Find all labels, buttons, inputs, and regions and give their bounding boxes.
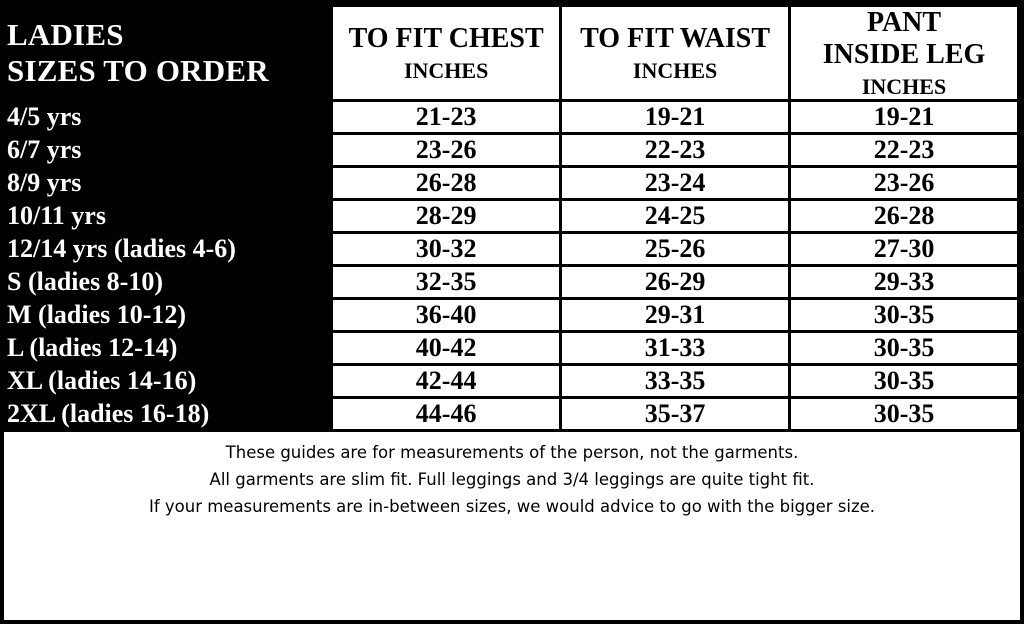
table-row: [6, 134, 1019, 167]
row-value-chest: 40-42: [332, 332, 561, 365]
row-value-inseam: 22-23: [790, 134, 1019, 167]
row-value-inseam: 30-35: [790, 299, 1019, 332]
row-label: XL (ladies 14-16): [6, 365, 332, 398]
row-label: 12/14 yrs (ladies 4-6): [6, 233, 332, 266]
row-value-chest: 21-23: [332, 101, 561, 134]
row-label: 2XL (ladies 16-18): [6, 398, 332, 431]
row-value-chest: 30-32: [332, 233, 561, 266]
table-row: [6, 332, 1019, 365]
row-value-waist: 19-21: [561, 101, 790, 134]
header-cell-chest: [332, 6, 561, 101]
table-row: [6, 365, 1019, 398]
header-inside-leg-title-1: PANT: [866, 7, 942, 38]
row-value-inseam: 27-30: [790, 233, 1019, 266]
row-value-waist: 29-31: [561, 299, 790, 332]
row-value-inseam: 26-28: [790, 200, 1019, 233]
row-value-chest: 26-28: [332, 167, 561, 200]
note-line-3: If your measurements are in-between sizes, we would advice to go with the bigger size.: [148, 496, 876, 516]
table-row: [6, 101, 1019, 134]
row-value-waist: 26-29: [561, 266, 790, 299]
row-label: 4/5 yrs: [6, 101, 332, 134]
header-chest-title: TO FIT CHEST: [348, 23, 544, 55]
header-cell-sizes: [6, 6, 332, 101]
row-label: 10/11 yrs: [6, 200, 332, 233]
header-inside-leg-title-2: INSIDE LEG: [822, 39, 986, 71]
table-row: [6, 299, 1019, 332]
table-row: [6, 398, 1019, 431]
row-value-waist: 33-35: [561, 365, 790, 398]
row-label: S (ladies 8-10): [6, 266, 332, 299]
row-value-inseam: 30-35: [790, 398, 1019, 431]
header-cell-waist: [561, 6, 790, 101]
row-value-chest: 28-29: [332, 200, 561, 233]
row-value-inseam: 30-35: [790, 365, 1019, 398]
table-body: [6, 101, 1019, 431]
row-label: L (ladies 12-14): [6, 332, 332, 365]
table-header: [6, 6, 1019, 101]
header-row: [6, 6, 1019, 101]
row-value-inseam: 29-33: [790, 266, 1019, 299]
row-value-waist: 31-33: [561, 332, 790, 365]
row-value-waist: 22-23: [561, 134, 790, 167]
notes-section: [4, 432, 1020, 620]
header-line-1: LADIES: [7, 16, 124, 52]
header-waist-units: INCHES: [632, 57, 718, 83]
row-label: 8/9 yrs: [6, 167, 332, 200]
table-row: [6, 200, 1019, 233]
row-value-inseam: 19-21: [790, 101, 1019, 134]
header-line-2: SIZES TO ORDER: [7, 53, 269, 89]
row-value-chest: 32-35: [332, 266, 561, 299]
row-label: M (ladies 10-12): [6, 299, 332, 332]
row-value-chest: 36-40: [332, 299, 561, 332]
note-line-2: All garments are slim fit. Full leggings and 3/4 leggings are quite tight fit.: [209, 470, 815, 490]
header-chest-units: INCHES: [403, 57, 489, 83]
table-row: [6, 266, 1019, 299]
row-value-chest: 23-26: [332, 134, 561, 167]
row-label: 6/7 yrs: [6, 134, 332, 167]
row-value-waist: 35-37: [561, 398, 790, 431]
row-value-waist: 23-24: [561, 167, 790, 200]
table-row: [6, 233, 1019, 266]
header-waist-title: TO FIT WAIST: [580, 23, 771, 55]
table-row: [6, 167, 1019, 200]
row-value-waist: 24-25: [561, 200, 790, 233]
row-value-chest: 44-46: [332, 398, 561, 431]
note-line-1: These guides are for measurements of the person, not the garments.: [225, 443, 799, 463]
header-inside-leg-units: INCHES: [861, 73, 947, 99]
row-value-inseam: 30-35: [790, 332, 1019, 365]
header-cell-inside-leg: [790, 6, 1019, 101]
row-value-chest: 42-44: [332, 365, 561, 398]
row-value-inseam: 23-26: [790, 167, 1019, 200]
size-chart-table: [4, 4, 1020, 432]
row-value-waist: 25-26: [561, 233, 790, 266]
